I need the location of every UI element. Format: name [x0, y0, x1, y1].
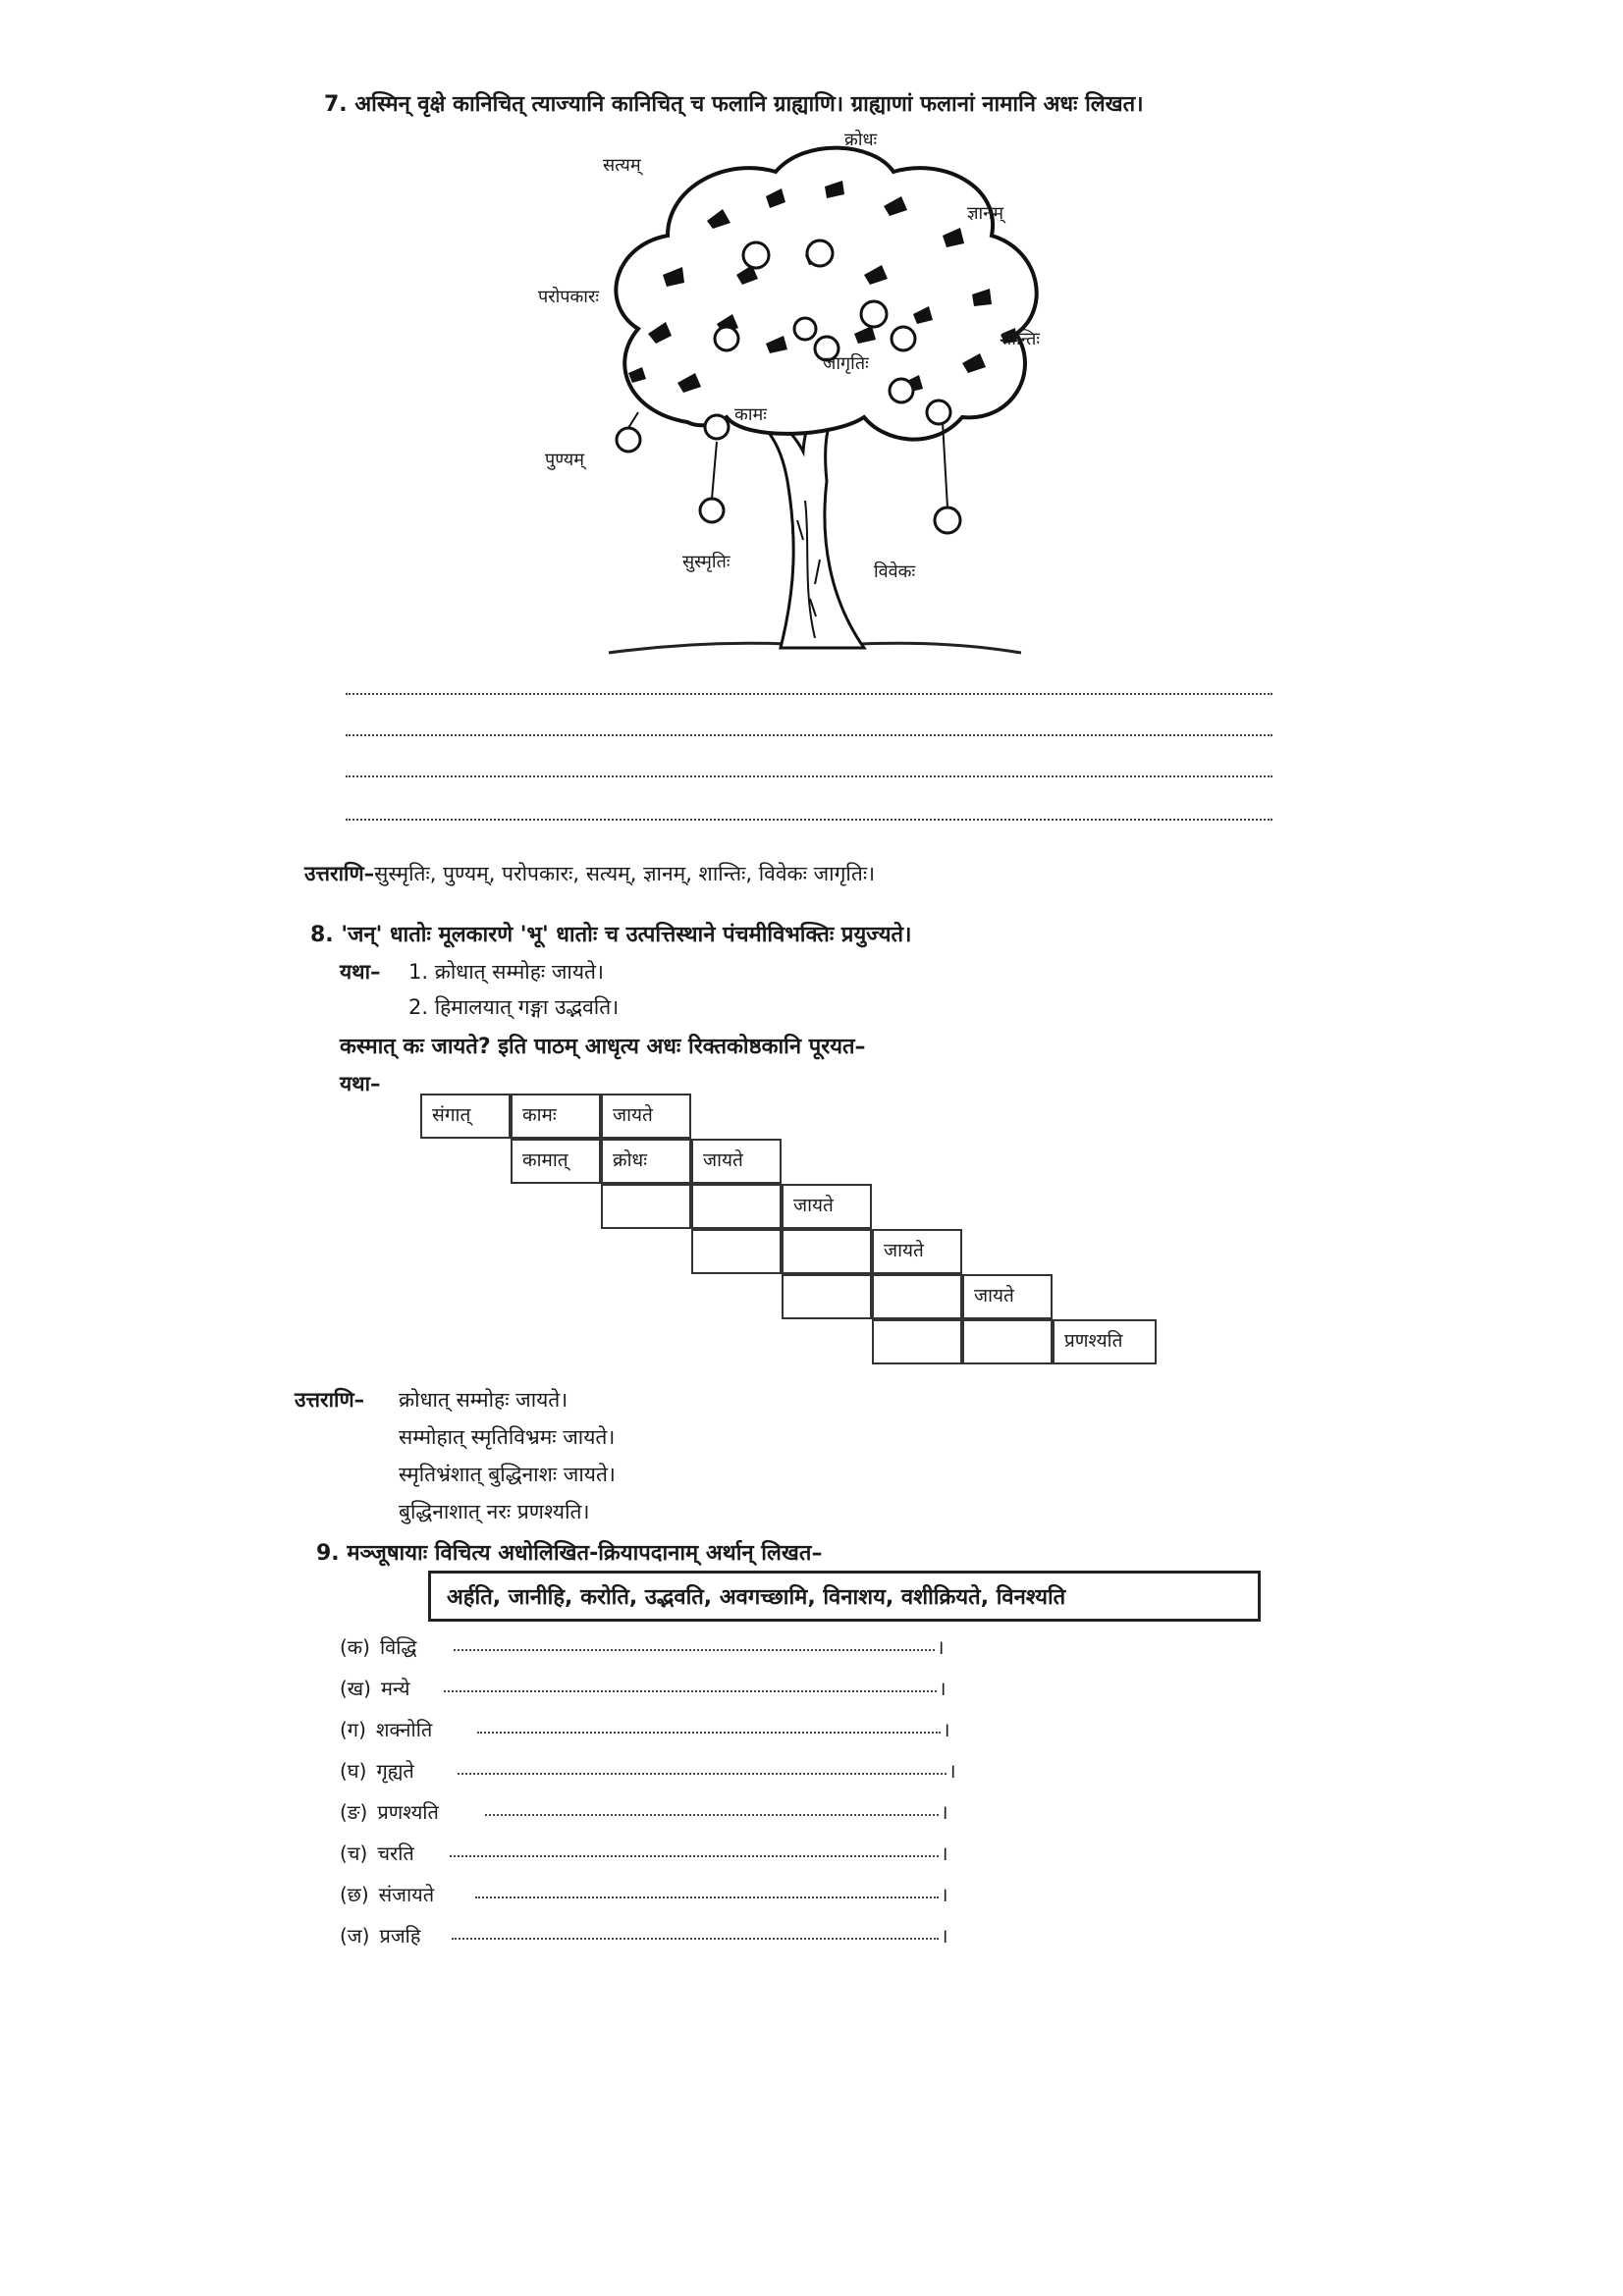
q9-item-mark: (क) — [340, 1635, 370, 1659]
q9-heading — [316, 1537, 822, 1567]
q7-number: 7. — [324, 92, 348, 117]
q9-end-mark: । — [939, 1677, 947, 1700]
grid-cell-blank[interactable] — [601, 1184, 691, 1229]
tree-label-punyam: पुण्यम् — [545, 450, 584, 470]
q9-item-mark: (ज) — [340, 1924, 370, 1948]
q9-answer-line[interactable] — [485, 1814, 939, 1816]
grid-cell: कामात् — [511, 1139, 601, 1184]
grid-cell: जायते — [691, 1139, 782, 1184]
q7-answer-label: उत्तराणि– — [304, 862, 375, 885]
grid-cell-blank[interactable] — [872, 1274, 962, 1319]
q8-answer-label: उत्तराणि– — [295, 1388, 365, 1412]
q9-item — [340, 1633, 416, 1660]
grid-cell: प्रणश्यति — [1053, 1319, 1157, 1364]
q9-item-word: मन्ये — [380, 1677, 410, 1700]
grid-cell: जायते — [782, 1184, 872, 1229]
grid-cell-blank[interactable] — [962, 1319, 1053, 1364]
q9-instruction: मञ्जूषायाः विचित्य अधोलिखित-क्रियापदानाम् अर्थान् लिखत– — [347, 1541, 823, 1566]
grid-cell: संगात् — [420, 1094, 511, 1139]
tree-label-susmritih: सुस्मृतिः — [682, 552, 730, 572]
grid-cell-blank[interactable] — [691, 1184, 782, 1229]
q9-item — [340, 1840, 414, 1866]
grid-cell-blank[interactable] — [691, 1229, 782, 1274]
q7-instruction: अस्मिन् वृक्षे कानिचित् त्याज्यानि कानिचित् च फलानि ग्राह्याणि। ग्राह्याणां फलानां नामानि अधः लिखत। — [354, 92, 1144, 117]
tree-label-kamah: कामः — [734, 404, 767, 425]
q9-end-mark: । — [937, 1635, 945, 1659]
q9-answer-line[interactable] — [454, 1649, 935, 1651]
q9-item — [340, 1675, 409, 1701]
grid-cell-blank[interactable] — [782, 1274, 872, 1319]
q8-instruction: 'जन्' धातोः मूलकारणे 'भू' धातोः च उत्पत्तिस्थाने पंचमीविभक्तिः प्रयुज्यते। — [341, 923, 912, 947]
q9-item-word: गृह्यते — [376, 1759, 414, 1783]
tree-label-jagritih: जागृतिः — [823, 353, 869, 374]
tree-label-vivekah: विवेकः — [874, 561, 916, 582]
q9-item-mark: (ख) — [340, 1677, 371, 1700]
word-box: अर्हति, जानीहि, करोति, उद्भवति, अवगच्छामि, विनाशय, वशीक्रियते, विनश्यति — [428, 1571, 1261, 1622]
q9-answer-line[interactable] — [475, 1896, 939, 1898]
q9-end-mark: । — [941, 1883, 948, 1906]
grid-cell: क्रोधः — [601, 1139, 691, 1184]
q9-end-mark: । — [941, 1924, 948, 1948]
q9-answer-line[interactable] — [452, 1938, 939, 1940]
q9-end-mark: । — [943, 1718, 950, 1741]
q8-answer-3: स्मृतिभ्रंशात् बुद्धिनाशः जायते। — [399, 1463, 616, 1486]
tree-illustration — [569, 128, 1080, 677]
tree-label-paropakarah: परोपकारः — [538, 287, 599, 307]
q9-item-word: संजायते — [378, 1883, 435, 1906]
q8-answer-1: क्रोधात् सम्मोहः जायते। — [399, 1388, 568, 1412]
q7-heading — [324, 88, 1144, 118]
q9-item-mark: (ग) — [340, 1718, 366, 1741]
answer-line[interactable] — [346, 734, 1272, 736]
q9-answer-line[interactable] — [458, 1773, 947, 1775]
q9-end-mark: । — [941, 1800, 948, 1824]
answer-line[interactable] — [346, 819, 1272, 821]
tree-label-shantih: शान्तिः — [1000, 329, 1041, 349]
q8-number: 8. — [310, 923, 334, 947]
q8-example-label: यथा– — [340, 960, 381, 984]
q9-item-word: प्रणश्यति — [377, 1800, 439, 1824]
q8-answer-4: बुद्धिनाशात् नरः प्रणश्यति। — [399, 1500, 590, 1523]
q9-item-mark: (ङ) — [340, 1800, 368, 1824]
q9-answer-line[interactable] — [444, 1690, 937, 1692]
answer-line[interactable] — [346, 693, 1272, 695]
q9-item-word: चरति — [377, 1842, 414, 1865]
q9-item — [340, 1757, 414, 1784]
q8-task: कस्मात् कः जायते? इति पाठम् आधृत्य अधः रिक्तकोष्ठकानि पूरयत– — [340, 1035, 866, 1059]
q9-item-mark: (च) — [340, 1842, 368, 1865]
q9-end-mark: । — [948, 1759, 956, 1783]
grid-cell: जायते — [872, 1229, 962, 1274]
q8-example-1: 1. क्रोधात् सम्मोहः जायते। — [408, 960, 604, 984]
q9-item-word: प्रजहि — [379, 1924, 421, 1948]
q9-answer-line[interactable] — [477, 1732, 941, 1734]
q9-end-mark: । — [941, 1842, 948, 1865]
q8-example-2: 2. हिमालयात् गङ्गा उद्भवति। — [408, 995, 620, 1019]
answer-line[interactable] — [346, 775, 1272, 777]
tree-label-satyam: सत्यम् — [603, 155, 641, 176]
q9-item — [340, 1798, 439, 1825]
grid-cell: जायते — [601, 1094, 691, 1139]
grid-cell: जायते — [962, 1274, 1053, 1319]
q9-item-mark: (घ) — [340, 1759, 367, 1783]
q7-answers — [304, 860, 875, 887]
q9-number: 9. — [316, 1541, 340, 1566]
q9-item — [340, 1922, 420, 1949]
q8-answer-2: सम्मोहात् स्मृतिविभ्रमः जायते। — [399, 1425, 616, 1449]
q9-item — [340, 1716, 432, 1742]
grid-cell-blank[interactable] — [872, 1319, 962, 1364]
q9-item — [340, 1881, 434, 1907]
q8-heading — [310, 919, 911, 948]
q8-task-example-label: यथा– — [340, 1072, 381, 1095]
grid-cell: कामः — [511, 1094, 601, 1139]
q9-item-word: शक्नोति — [375, 1718, 433, 1741]
q9-answer-line[interactable] — [450, 1855, 939, 1857]
tree-label-jnanam: ज्ञानम् — [967, 203, 1003, 224]
grid-cell-blank[interactable] — [782, 1229, 872, 1274]
q9-item-mark: (छ) — [340, 1883, 369, 1906]
q9-item-word: विद्धि — [379, 1635, 417, 1659]
q7-answer-text: सुस्मृतिः, पुण्यम्, परोपकारः, सत्यम्, ज्ञानम्, शान्तिः, विवेकः जागृतिः। — [374, 862, 876, 885]
tree-label-krodhah: क्रोधः — [844, 130, 878, 150]
